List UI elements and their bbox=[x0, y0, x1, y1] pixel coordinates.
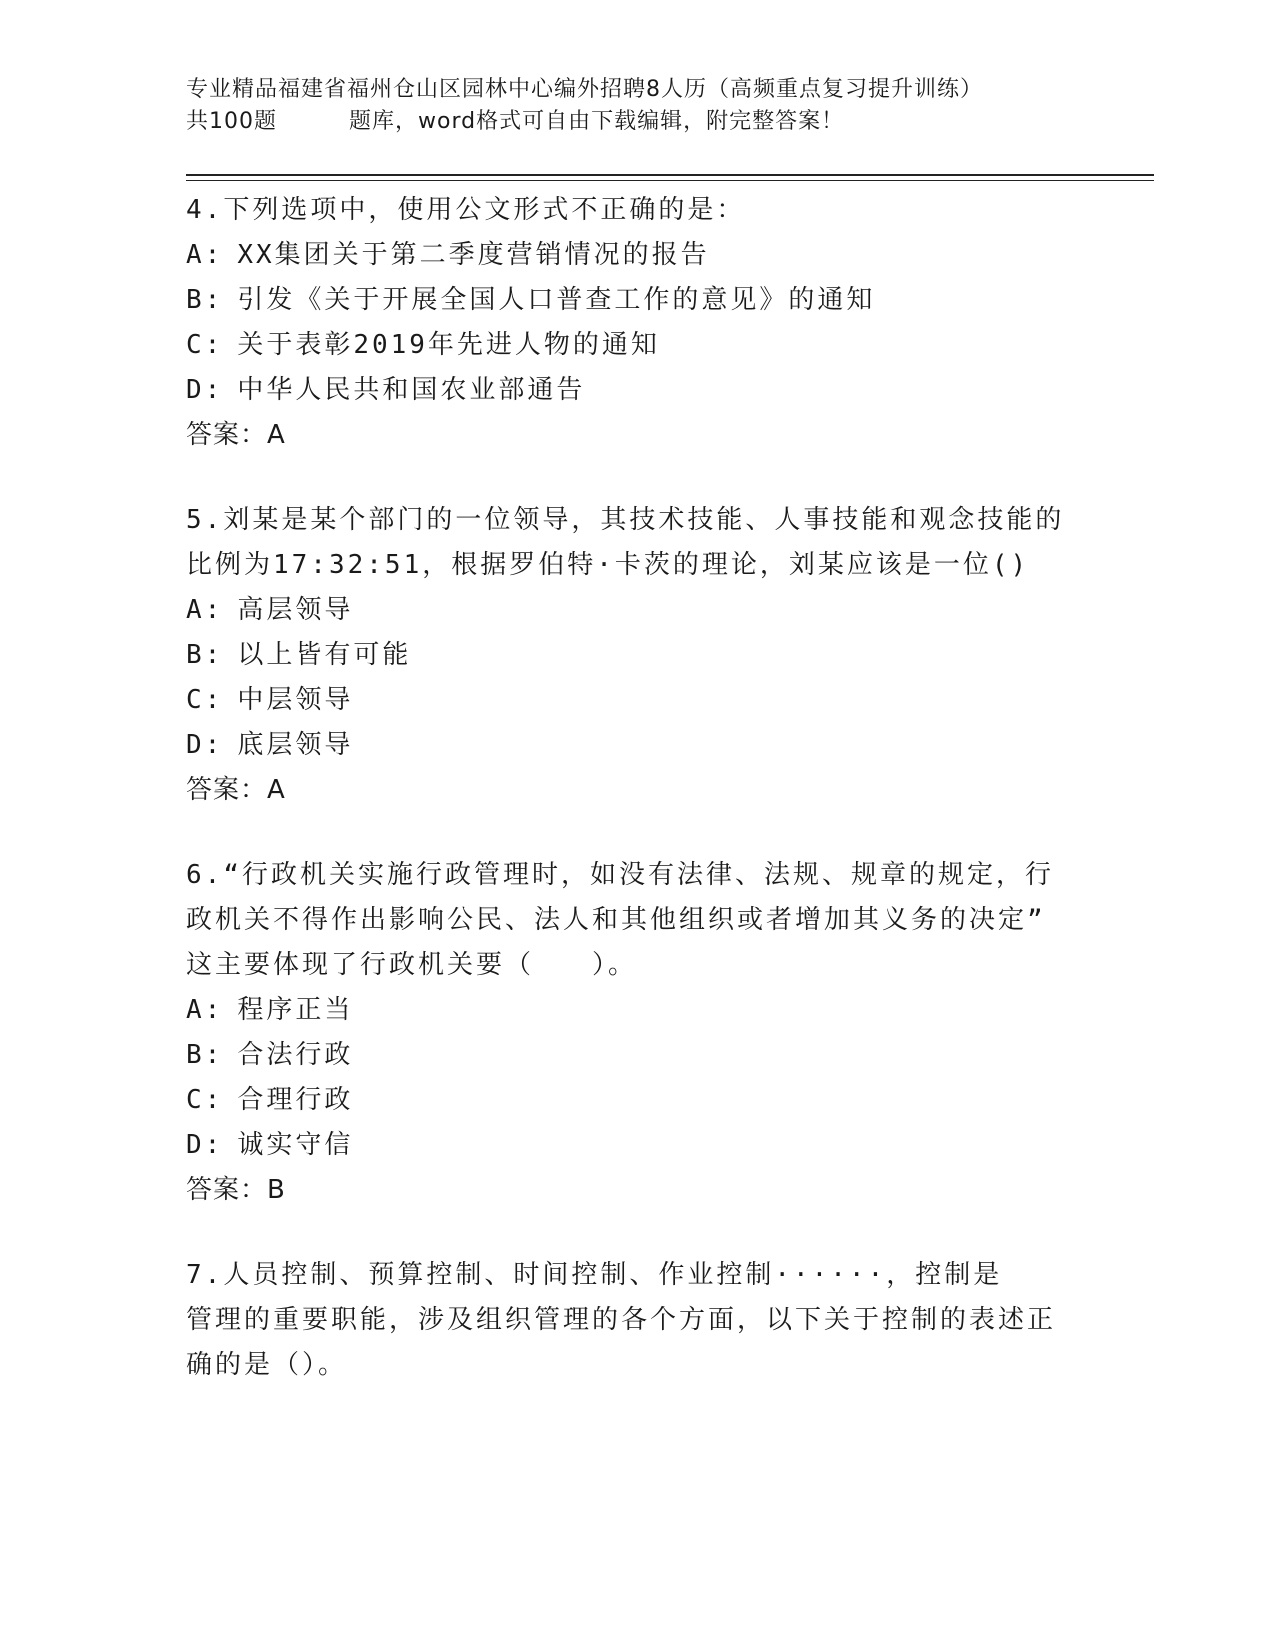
question-text-line: 比例为17:32:51，根据罗伯特·卡茨的理论，刘某应该是一位() bbox=[186, 550, 1030, 580]
question-text-line: 这主要体现了行政机关要（ ）。 bbox=[186, 950, 638, 980]
option-text: 关于表彰2019年先进人物的通知 bbox=[237, 330, 660, 360]
option-c bbox=[186, 1078, 1086, 1123]
option-c bbox=[186, 678, 1086, 723]
answer-line: 答案：A bbox=[186, 420, 286, 450]
question-stem bbox=[186, 1253, 1086, 1388]
header-description: 题库，word格式可自由下载编辑，附完整答案！ bbox=[349, 109, 845, 134]
option-d bbox=[186, 1123, 1086, 1168]
option-letter: A: bbox=[186, 995, 224, 1025]
option-text: XX集团关于第二季度营销情况的报告 bbox=[237, 240, 710, 270]
option-a bbox=[186, 988, 1086, 1033]
question-number: 7. bbox=[186, 1260, 224, 1290]
option-letter: B: bbox=[186, 285, 224, 315]
question-text-line: “行政机关实施行政管理时，如没有法律、法规、规章的规定，行 bbox=[223, 860, 1054, 890]
question-7 bbox=[186, 1253, 1086, 1388]
option-letter: D: bbox=[186, 1130, 224, 1160]
question-text-line: 刘某是某个部门的一位领导，其技术技能、人事技能和观念技能的 bbox=[223, 505, 1065, 535]
option-letter: B: bbox=[186, 1040, 224, 1070]
question-number: 6. bbox=[186, 860, 224, 890]
option-c bbox=[186, 323, 1086, 368]
option-d bbox=[186, 368, 1086, 413]
document-header bbox=[186, 74, 1086, 138]
option-letter: C: bbox=[186, 1085, 224, 1115]
option-text: 中华人民共和国农业部通告 bbox=[237, 375, 586, 405]
question-text-line: 管理的重要职能，涉及组织管理的各个方面，以下关于控制的表述正 bbox=[186, 1305, 1057, 1335]
option-letter: A: bbox=[186, 595, 224, 625]
question-text-line: 政机关不得作出影响公民、法人和其他组织或者增加其义务的决定” bbox=[186, 905, 1046, 935]
option-b bbox=[186, 1033, 1086, 1078]
header-divider-thick bbox=[186, 174, 1154, 176]
question-stem bbox=[186, 853, 1086, 988]
option-text: 高层领导 bbox=[237, 595, 354, 625]
option-text: 诚实守信 bbox=[237, 1130, 354, 1160]
option-text: 引发《关于开展全国人口普查工作的意见》的通知 bbox=[237, 285, 876, 315]
option-a bbox=[186, 588, 1086, 633]
option-a bbox=[186, 233, 1086, 278]
option-b bbox=[186, 633, 1086, 678]
option-text: 以上皆有可能 bbox=[237, 640, 412, 670]
option-text: 中层领导 bbox=[237, 685, 354, 715]
option-text: 合法行政 bbox=[237, 1040, 354, 1070]
question-number: 5. bbox=[186, 505, 224, 535]
option-text: 底层领导 bbox=[237, 730, 354, 760]
header-divider-thin bbox=[186, 180, 1154, 181]
question-text-line: 下列选项中，使用公文形式不正确的是： bbox=[223, 195, 746, 225]
option-letter: A: bbox=[186, 240, 224, 270]
question-list bbox=[186, 188, 1086, 1428]
question-6 bbox=[186, 853, 1086, 1213]
question-stem bbox=[186, 498, 1086, 588]
option-letter: D: bbox=[186, 375, 224, 405]
question-number: 4. bbox=[186, 195, 224, 225]
answer-line: 答案：B bbox=[186, 1175, 286, 1205]
option-b bbox=[186, 278, 1086, 323]
option-text: 合理行政 bbox=[237, 1085, 354, 1115]
option-letter: C: bbox=[186, 685, 224, 715]
header-question-count: 共100题 bbox=[186, 109, 277, 134]
option-letter: B: bbox=[186, 640, 224, 670]
header-title: 专业精品福建省福州仓山区园林中心编外招聘8人历（高频重点复习提升训练） bbox=[186, 77, 983, 102]
question-text-line: 人员控制、预算控制、时间控制、作业控制······，控制是 bbox=[223, 1260, 1003, 1290]
option-text: 程序正当 bbox=[237, 995, 354, 1025]
option-d bbox=[186, 723, 1086, 768]
question-4 bbox=[186, 188, 1086, 458]
option-letter: D: bbox=[186, 730, 224, 760]
header-subtitle bbox=[186, 106, 1086, 138]
answer-line: 答案：A bbox=[186, 775, 286, 805]
question-text-line: 确的是（）。 bbox=[186, 1350, 348, 1380]
question-5 bbox=[186, 498, 1086, 813]
option-letter: C: bbox=[186, 330, 224, 360]
question-stem bbox=[186, 188, 1086, 233]
